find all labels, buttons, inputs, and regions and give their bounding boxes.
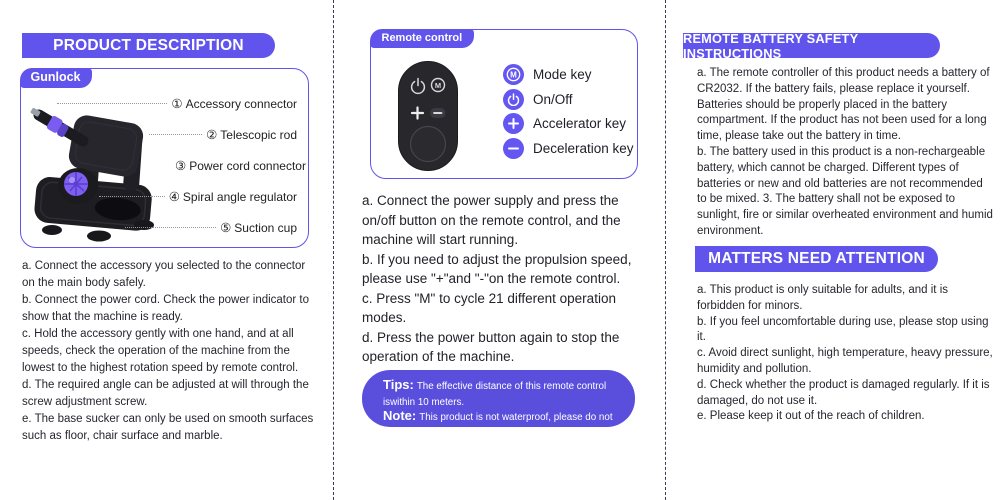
paragraph: a. Connect the power supply and press the on/off button on the remote control, and the machine will start running. [362, 193, 621, 247]
remote-round-pad [411, 127, 446, 162]
tips-text: The effective distance of this remote control iswithin 10 meters. [383, 381, 607, 408]
column-divider-left [333, 0, 334, 500]
paragraph: a. This product is only suitable for adults, and it is forbidden for minors. [697, 284, 949, 312]
callout-spiral-angle-regulator: ④ Spiral angle regulator [99, 188, 297, 205]
svg-text:M: M [434, 81, 442, 90]
matters-attention-text [697, 283, 993, 425]
column-divider-right [665, 0, 666, 500]
paragraph: b. If you need to adjust the propulsion speed, please use "+"and "-"on the remote control. [362, 251, 632, 286]
note-label: Note: [383, 408, 417, 423]
remote-control-tag: Remote control [370, 29, 475, 48]
suction-cup [42, 225, 62, 235]
legend-mode-key: M Mode key [503, 64, 634, 85]
paragraph: c. Hold the accessory gently with one hand, and at all speeds, check the operation of the machine from the lowest to the highest rotation speed by remote control. [22, 328, 299, 374]
remote-key-legend [503, 64, 634, 162]
paragraph: c. Avoid direct sunlight, high temperature, heavy pressure, humidity and pollution. [697, 347, 993, 375]
legend-on-off: On/Off [503, 89, 634, 110]
paragraph: a. Connect the accessory you selected to the connector on the main body safely. [22, 260, 306, 289]
gunlock-tag: Gunlock [20, 68, 92, 88]
battery-safety-header: REMOTE BATTERY SAFETY INSTRUCTIONS [683, 33, 940, 58]
note-text: This product is not waterproof, please do not wade. [383, 412, 613, 439]
callout-telescopic-rod: ② Telescopic rod [149, 126, 297, 143]
tips-label: Tips: [383, 377, 414, 392]
paragraph: d. Press the power button again to stop the operation of the machine. [362, 329, 620, 364]
paragraph: e. The base sucker can only be used on smooth surfaces such as floor, chair surface and marble. [22, 413, 314, 442]
paragraph: d. The required angle can be adjusted at will through the screw adjustment screw. [22, 379, 309, 408]
mode-key-icon [503, 64, 524, 85]
callout-suction-cup: ⑤ Suction cup [125, 219, 297, 236]
leader-line [57, 103, 167, 104]
note-line [383, 409, 617, 440]
tips-note-box [362, 370, 635, 439]
paragraph: b. If you feel uncomfortable during use, please stop using it. [697, 315, 989, 344]
callout-accessory-connector: ① Accessory connector [57, 95, 297, 112]
leader-line [99, 196, 165, 197]
product-description-header: PRODUCT DESCRIPTION [22, 33, 275, 58]
paragraph: b. Connect the power cord. Check the power indicator to show that the machine is ready. [22, 294, 310, 323]
paragraph: b. The battery used in this product is a non-rechargeable battery, which cannot be charged. Different types of batteries or new and old batteries are not recommended to be mixed. 3. The battery shall not be exposed to sunlight, fire or similar overheated environment and humid environment. [697, 145, 993, 237]
leader-line [125, 227, 216, 228]
tips-line [383, 378, 617, 409]
plus-icon [503, 113, 524, 134]
legend-accelerator-key: Accelerator key [503, 113, 634, 134]
battery-safety-text [697, 66, 993, 240]
leader-line [149, 134, 202, 135]
legend-deceleration-key: Deceleration key [503, 138, 634, 159]
svg-text:M: M [510, 70, 517, 80]
paragraph: e. Please keep it out of the reach of children. [697, 410, 925, 423]
minus-icon [503, 138, 524, 159]
paragraph: d. Check whether the product is damaged regularly. If it is damaged, do not use it. [697, 378, 990, 407]
remote-control-illustration [397, 60, 459, 172]
paragraph: c. Press "M" to cycle 21 different operation modes. [362, 290, 616, 325]
matters-attention-header: MATTERS NEED ATTENTION [695, 246, 938, 272]
callout-power-cord-connector: ③ Power cord connector [175, 158, 306, 173]
product-description-text [22, 258, 314, 445]
remote-instructions-text [362, 191, 640, 367]
paragraph: a. The remote controller of this product needs a battery of CR2032. If the battery fails, please replace it yourself. Batteries should be properly placed in the battery compartment. If the product has not been used for a long time, please take out the battery in time. [697, 67, 990, 143]
power-icon [503, 89, 524, 110]
remote-minus-button [430, 108, 446, 118]
device-diagram-box [20, 68, 309, 248]
remote-control-box [370, 29, 638, 179]
